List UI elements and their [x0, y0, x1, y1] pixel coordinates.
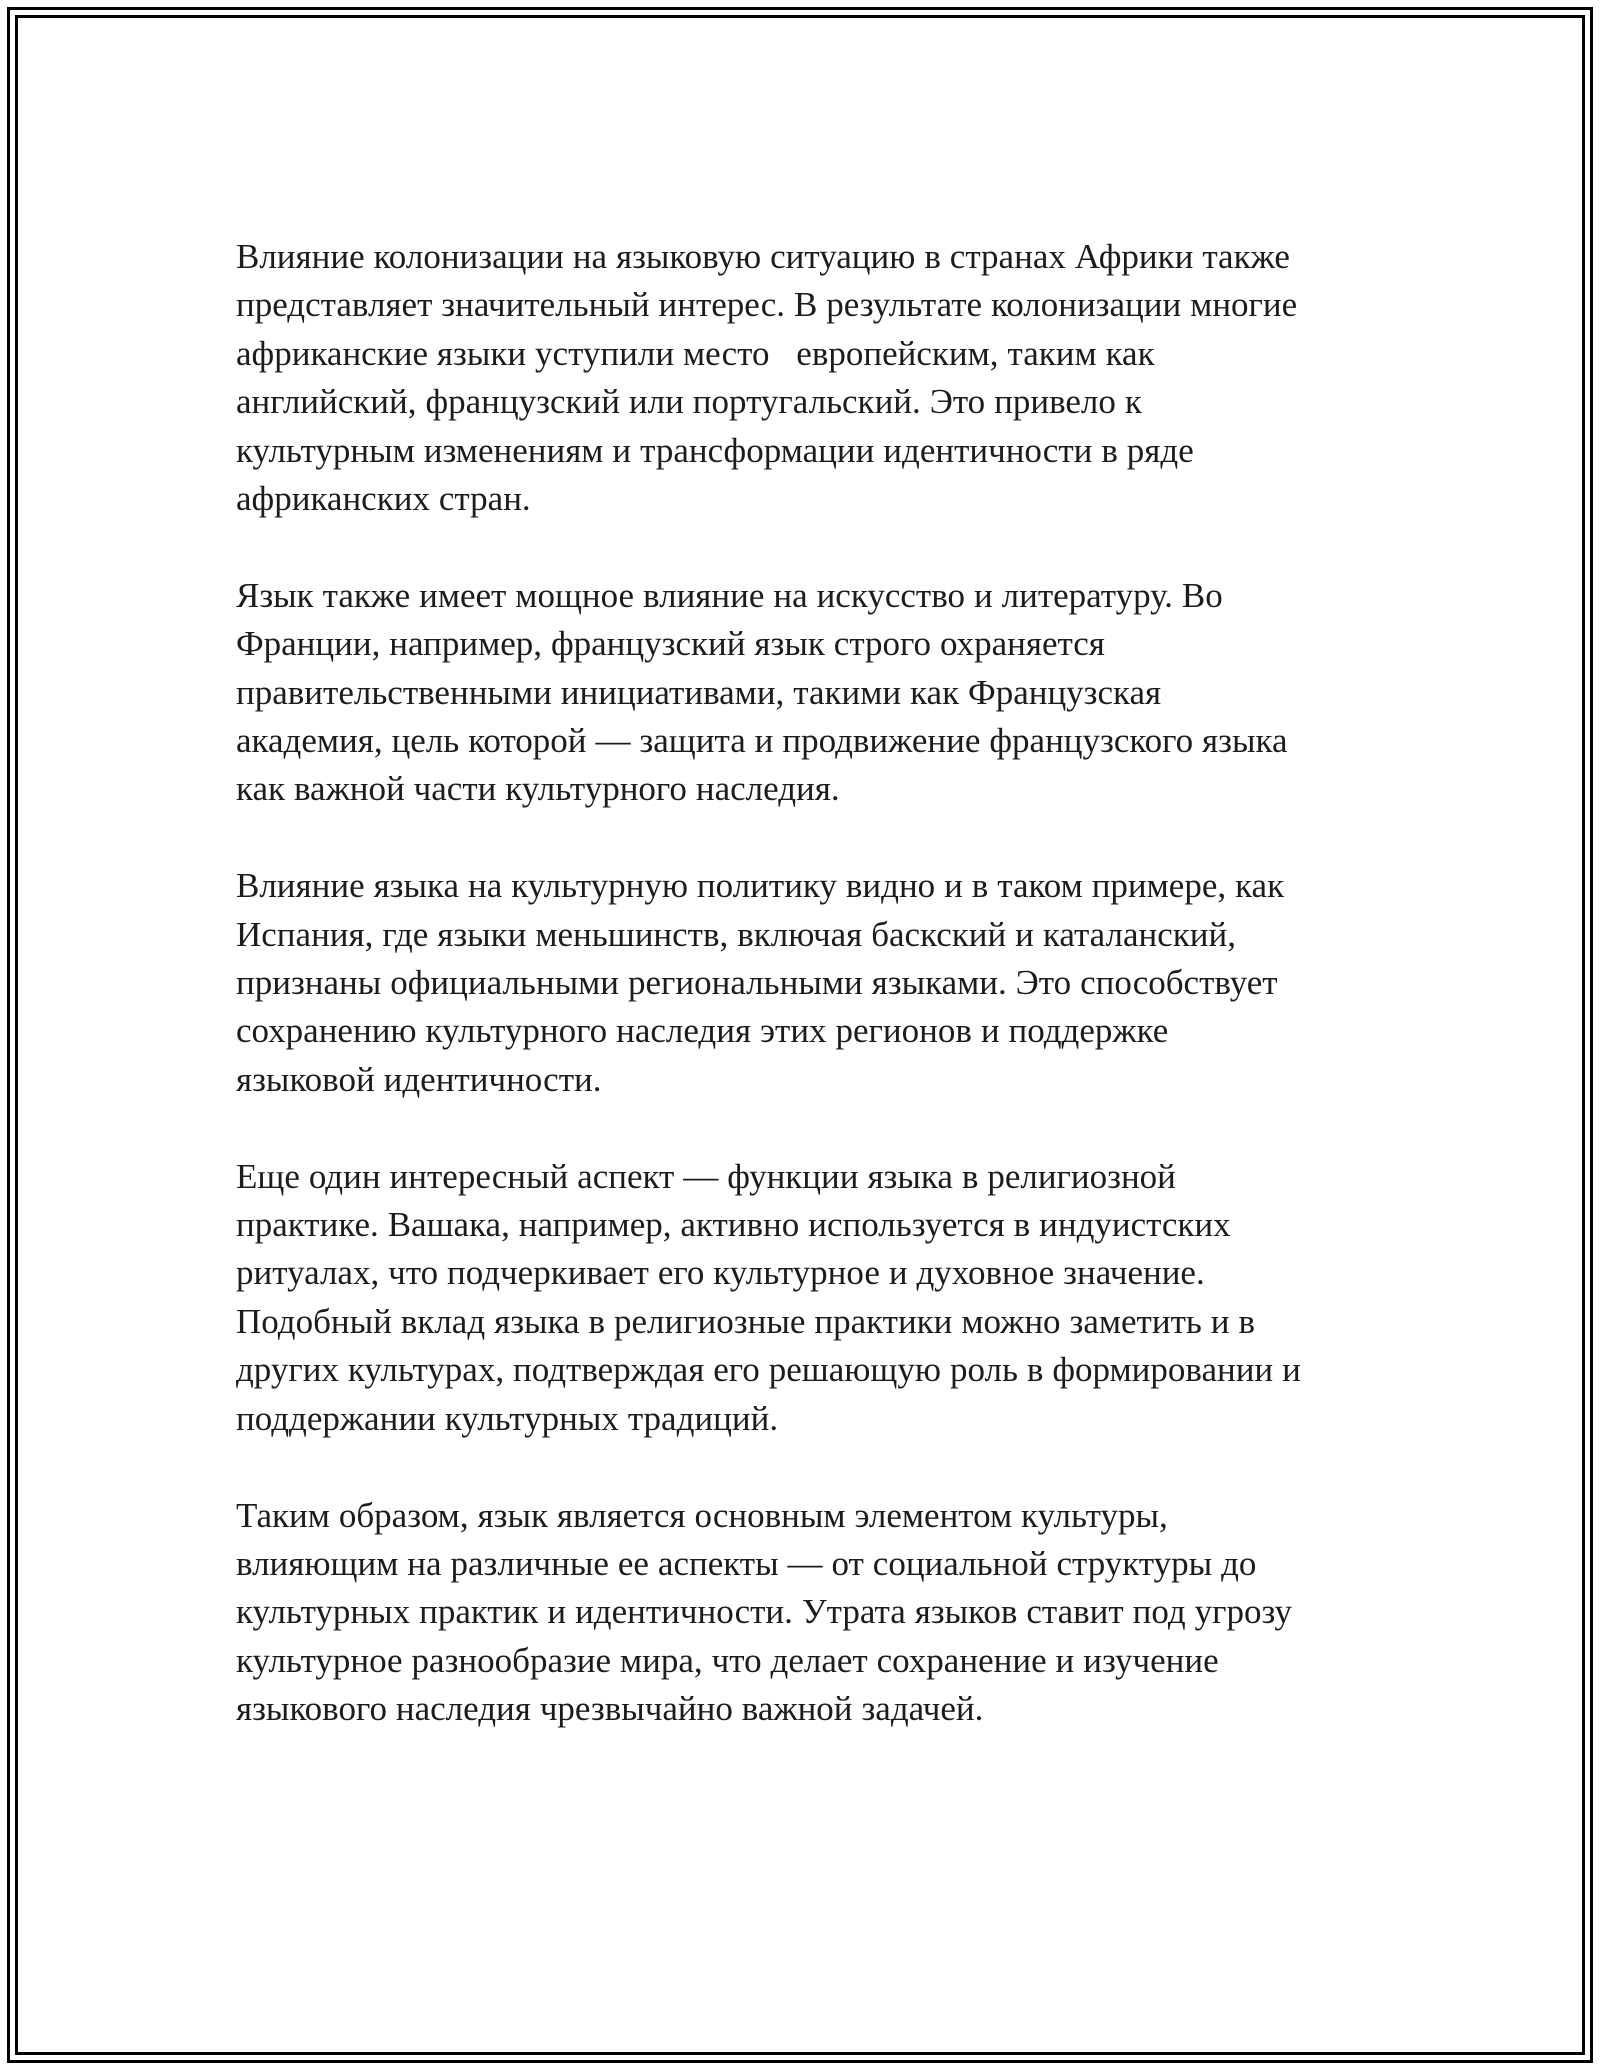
paragraph-conclusion — [236, 1492, 1396, 1734]
text-line: практике. Вашака, например, активно используется в индуистских — [236, 1205, 1231, 1245]
paragraph-art-literature — [236, 572, 1396, 814]
text-line: Влияние языка на культурную политику видно и в таком примере, как — [236, 866, 1285, 906]
text-line: Таким образом, язык является основным элементом культуры, — [236, 1495, 1168, 1535]
text-line: ритуалах, что подчеркивает его культурное и духовное значение. — [236, 1253, 1205, 1293]
text-line: как важной части культурного наследия. — [236, 769, 840, 809]
paragraph-colonization — [236, 233, 1396, 523]
document-body — [236, 233, 1396, 1782]
text-line: правительственными инициативами, такими как Французская — [236, 672, 1162, 712]
text-line: других культурах, подтверждая его решающую роль в формировании и — [236, 1350, 1301, 1390]
paragraph-religious-practice — [236, 1153, 1396, 1443]
text-line: языкового наследия чрезвычайно важной задачей. — [236, 1689, 984, 1729]
text-line: поддержании культурных традиций. — [236, 1398, 779, 1438]
text-line: Язык также имеет мощное влияние на искусство и литературу. Во — [236, 575, 1223, 615]
text-line: Влияние колонизации на языковую ситуацию в странах Африки также — [236, 237, 1290, 276]
text-line: культурное разнообразие мира, что делает сохранение и изучение — [236, 1640, 1219, 1680]
paragraph-cultural-policy — [236, 862, 1396, 1104]
text-line: влияющим на различные ее аспекты — от социальной структуры до — [236, 1543, 1257, 1583]
text-line: африканские языки уступили место европейским, таким как — [236, 333, 1155, 373]
text-line: академия, цель которой — защита и продвижение французского языка — [236, 721, 1288, 761]
text-line: языковой идентичности. — [236, 1059, 602, 1099]
text-line: сохранению культурного наследия этих регионов и поддержке — [236, 1011, 1169, 1051]
text-line: признаны официальными региональными языками. Это способствует — [236, 963, 1278, 1003]
text-line: английский, французский или португальский. Это привело к — [236, 382, 1142, 422]
text-line: Испания, где языки меньшинств, включая баскский и каталанский, — [236, 914, 1236, 954]
text-line: культурным изменениям и трансформации идентичности в ряде — [236, 430, 1194, 470]
text-line: Франции, например, французский язык строго охраняется — [236, 624, 1105, 664]
text-line: африканских стран. — [236, 479, 531, 519]
text-line: Еще один интересный аспект — функции языка в религиозной — [236, 1156, 1176, 1196]
text-line: Подобный вклад языка в религиозные практики можно заметить и в — [236, 1301, 1255, 1341]
text-line: представляет значительный интерес. В результате колонизации многие — [236, 285, 1298, 325]
text-line: культурных практик и идентичности. Утрата языков ставит под угрозу — [236, 1592, 1293, 1632]
